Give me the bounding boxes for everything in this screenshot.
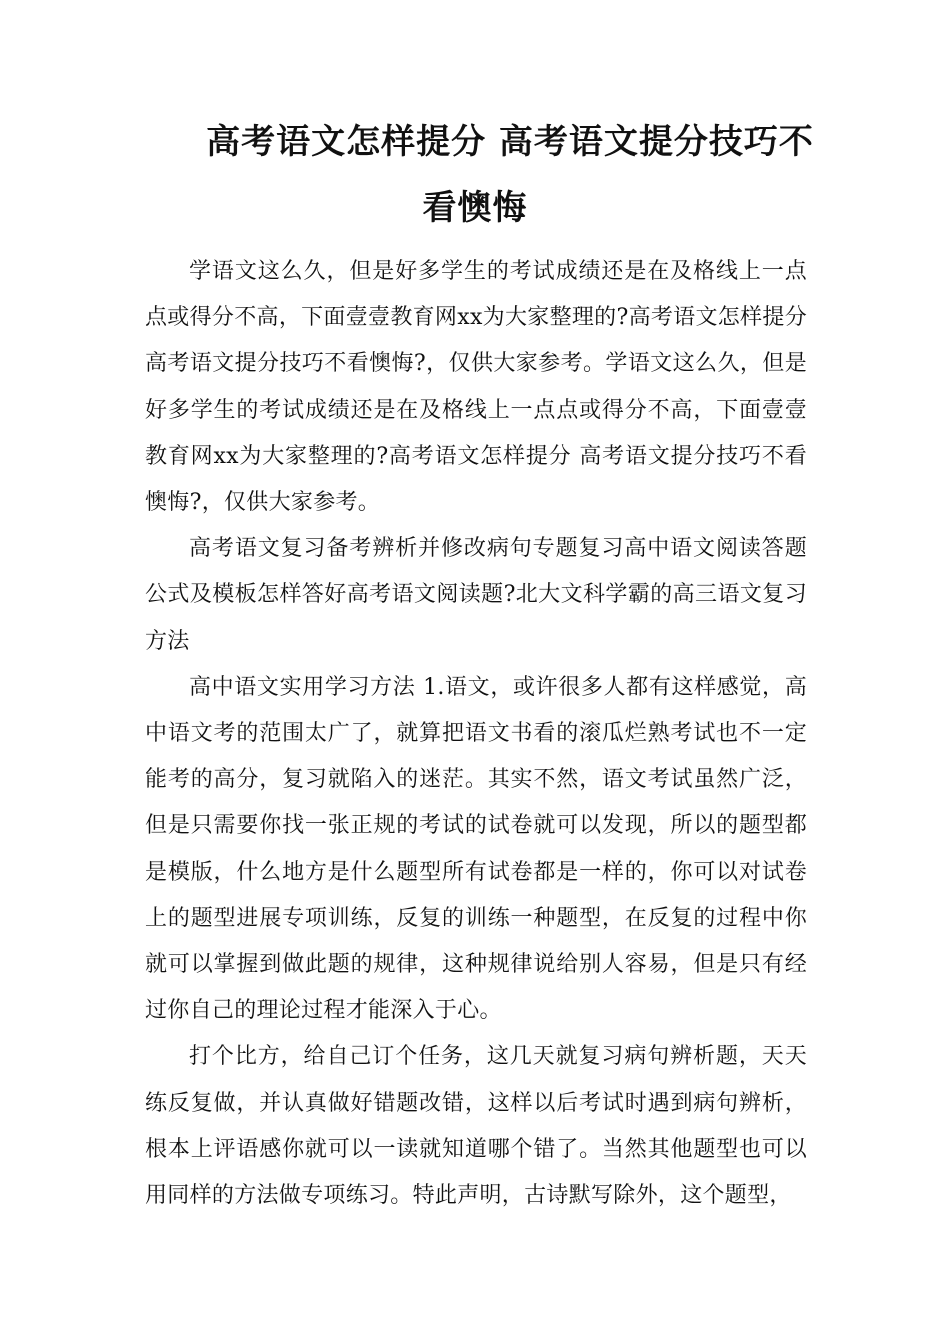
paragraph: 打个比方，给自己订个任务，这几天就复习病句辨析题，天天练反复做，并认真做好错题改错，这样以后考试时遇到病句辨析，根本上评语感你就可以一读就知道哪个错了。当然其他题型也可以用同样的方法做专项练习。特此声明，古诗默写除外，这个题型， [145, 1044, 807, 1209]
document-body [145, 249, 807, 1219]
paragraph: 学语文这么久，但是好多学生的考试成绩还是在及格线上一点点或得分不高，下面壹壹教育网xx为大家整理的?高考语文怎样提分 高考语文提分技巧不看懊悔?，仅供大家参考。学语文这么久，但是好多学生的考试成绩还是在及格线上一点点或得分不高，下面壹壹教育网xx为大家整理的?高考语文怎样提分 高考语文提分技巧不看懊悔?，仅供大家参考。 [145, 259, 807, 516]
paragraph: 高中语文实用学习方法 1.语文，或许很多人都有这样感觉，高中语文考的范围太广了，就算把语文书看的滚瓜烂熟考试也不一定能考的高分，复习就陷入的迷茫。其实不然，语文考试虽然广泛，但是只需要你找一张正规的考试的试卷就可以发现，所以的题型都是模版，什么地方是什么题型所有试卷都是一样的，你可以对试卷上的题型进展专项训练，反复的训练一种题型，在反复的过程中你就可以掌握到做此题的规律，这种规律说给别人容易，但是只有经过你自己的理论过程才能深入于心。 [145, 674, 807, 1024]
document-title-line-1: 高考语文怎样提分 高考语文提分技巧不 [206, 122, 814, 162]
paragraph: 高考语文复习备考辨析并修改病句专题复习高中语文阅读答题公式及模板怎样答好高考语文阅读题?北大文科学霸的高三语文复习方法 [145, 536, 807, 654]
document-title-line-2: 看懊悔 [422, 188, 528, 228]
